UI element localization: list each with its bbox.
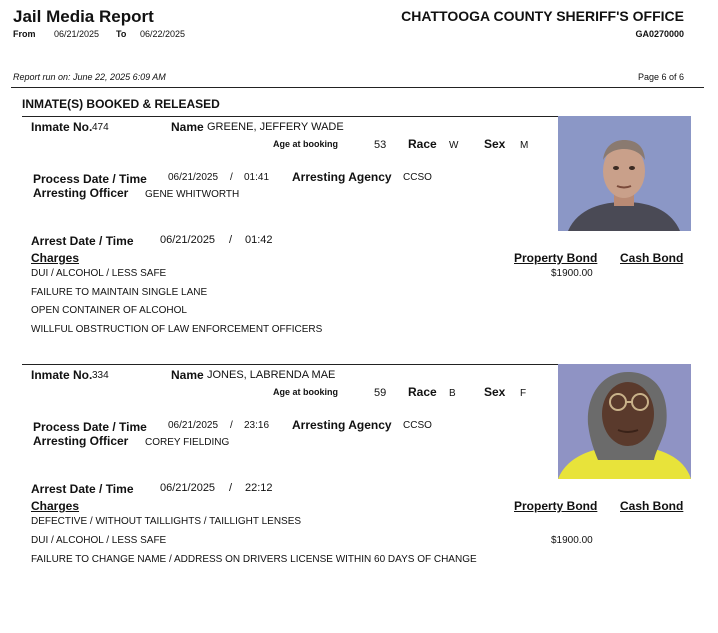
report-title: Jail Media Report: [13, 7, 154, 26]
race-value: B: [449, 388, 456, 399]
name-label: Name: [171, 120, 204, 134]
arrest-date-value: 06/21/2025: [160, 482, 216, 494]
sex-value: F: [520, 388, 527, 399]
age-label: Age at booking: [273, 387, 338, 397]
race-label: Race: [408, 385, 437, 399]
charge-item: DUI / ALCOHOL / LESS SAFE: [31, 268, 167, 279]
sex-label: Sex: [484, 137, 506, 151]
name-value: JONES, LABRENDA MAE: [207, 369, 336, 381]
age-value: 59: [374, 387, 387, 399]
charge-item: WILLFUL OBSTRUCTION OF LAW ENFORCEMENT OFFICERS: [31, 324, 323, 335]
process-date-label: Process Date / Time: [33, 172, 147, 186]
to-label: To: [116, 29, 127, 39]
arresting-agency-label: Arresting Agency: [292, 170, 392, 184]
inmate-photo: [558, 364, 691, 479]
arresting-agency-value: CCSO: [403, 420, 432, 431]
arrest-date-sep: /: [229, 482, 233, 494]
charge-item: DUI / ALCOHOL / LESS SAFE: [31, 535, 167, 546]
race-label: Race: [408, 137, 437, 151]
to-date: 06/22/2025: [140, 29, 186, 39]
age-label: Age at booking: [273, 139, 338, 149]
inmate-photo: [558, 116, 691, 231]
property-bond-label: Property Bond: [514, 251, 598, 265]
property-bond-value: $1900.00: [551, 268, 593, 279]
arresting-agency-label: Arresting Agency: [292, 418, 392, 432]
from-date: 06/21/2025: [54, 29, 100, 39]
charges-label: Charges: [31, 251, 80, 265]
from-label: From: [13, 29, 36, 39]
cash-bond-label: Cash Bond: [620, 499, 684, 513]
charges-label: Charges: [31, 499, 80, 513]
arresting-officer-value: COREY FIELDING: [145, 437, 230, 448]
charge-item: FAILURE TO MAINTAIN SINGLE LANE: [31, 287, 208, 298]
process-date-sep: /: [230, 420, 233, 431]
charge-item: OPEN CONTAINER OF ALCOHOL: [31, 305, 187, 316]
name-label: Name: [171, 368, 204, 382]
name-value: GREENE, JEFFERY WADE: [207, 121, 344, 133]
race-value: W: [449, 140, 459, 151]
arrest-date-sep: /: [229, 234, 233, 246]
inmate-no-value: 334: [92, 370, 109, 381]
section-divider: [22, 116, 558, 117]
process-date-value: 06/21/2025: [168, 420, 219, 431]
office-name: CHATTOOGA COUNTY SHERIFF'S OFFICE: [401, 8, 684, 24]
header-divider: [11, 87, 704, 88]
cash-bond-label: Cash Bond: [620, 251, 684, 265]
charge-item: FAILURE TO CHANGE NAME / ADDRESS ON DRIVERS LICENSE WITHIN 60 DAYS OF CHANGE: [31, 554, 477, 565]
section-title: INMATE(S) BOOKED & RELEASED: [22, 97, 220, 111]
arrest-date-label: Arrest Date / Time: [31, 234, 134, 248]
sex-value: M: [520, 140, 529, 151]
inmate-no-label: Inmate No.: [31, 120, 93, 134]
inmate-no-label: Inmate No.: [31, 368, 93, 382]
arrest-date-value: 06/21/2025: [160, 234, 216, 246]
record-divider: [22, 364, 558, 365]
process-date-label: Process Date / Time: [33, 420, 147, 434]
report-run-on: Report run on: June 22, 2025 6:09 AM: [13, 72, 166, 82]
process-time-value: 01:41: [244, 172, 270, 183]
arresting-officer-label: Arresting Officer: [33, 186, 129, 200]
property-bond-value: $1900.00: [551, 535, 593, 546]
arrest-time-value: 01:42: [245, 234, 273, 246]
arresting-officer-value: GENE WHITWORTH: [145, 189, 240, 200]
charge-item: DEFECTIVE / WITHOUT TAILLIGHTS / TAILLIGHT LENSES: [31, 516, 302, 527]
process-date-sep: /: [230, 172, 233, 183]
process-date-value: 06/21/2025: [168, 172, 219, 183]
inmate-no-value: 474: [92, 122, 109, 133]
arrest-time-value: 22:12: [245, 482, 273, 494]
sex-label: Sex: [484, 385, 506, 399]
process-time-value: 23:16: [244, 420, 270, 431]
arrest-date-label: Arrest Date / Time: [31, 482, 134, 496]
arresting-officer-label: Arresting Officer: [33, 434, 129, 448]
page-number: Page 6 of 6: [637, 72, 684, 82]
property-bond-label: Property Bond: [514, 499, 598, 513]
arresting-agency-value: CCSO: [403, 172, 432, 183]
age-value: 53: [374, 139, 387, 151]
ori-number: GA0270000: [635, 29, 684, 39]
